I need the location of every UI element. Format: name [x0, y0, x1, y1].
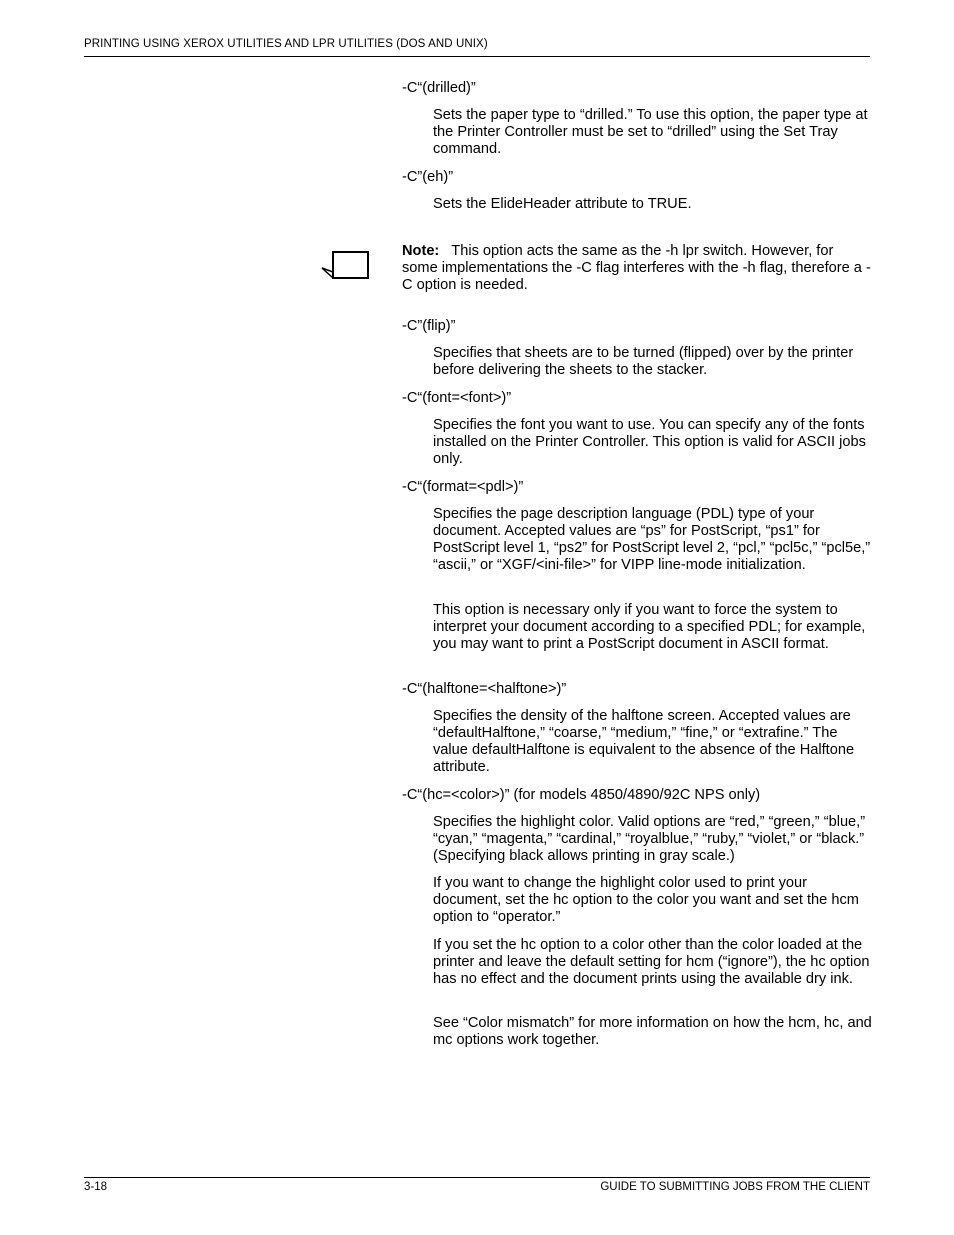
option-drilled-name: -C“(drilled)” [402, 80, 476, 96]
option-halftone-description: Specifies the density of the halftone screen. Accepted values are “defaultHalftone,” “coarse,” “medium,” “fine,” or “extrafine.” The value defaultHalftone is equivalent to the absence of the Halftone attribute. [433, 708, 855, 775]
option-flip-name: -C”(flip)” [402, 318, 456, 334]
option-hc-mismatch-paragraph: If you set the hc option to a color other than the color loaded at the printer and leave the default setting for hcm (“ignore”), the hc option has no effect and the document prints using the available dry ink. [433, 937, 870, 987]
note-block [402, 243, 872, 294]
footer-rule [84, 1177, 870, 1178]
option-hc-description: Specifies the highlight color. Valid options are “red,” “green,” “blue,” “cyan,” “magenta,” “cardinal,” “royalblue,” “ruby,” “violet,” or “black.” (Specifying black allows printing in gray scale.) [433, 814, 866, 864]
option-drilled-description: Sets the paper type to “drilled.” To use this option, the paper type at the Printer Controller must be set to “drilled” using the Set Tray command. [433, 107, 868, 157]
book-title: GUIDE TO SUBMITTING JOBS FROM THE CLIENT [600, 1181, 870, 1193]
note-icon [321, 250, 371, 282]
running-header: PRINTING USING XEROX UTILITIES AND LPR UTILITIES (DOS AND UNIX) [84, 38, 488, 50]
option-halftone-name: -C“(halftone=<halftone>)” [402, 681, 567, 697]
option-hc-name: -C“(hc=<color>)” (for models 4850/4890/92C NPS only) [402, 787, 761, 803]
option-format-note: This option is necessary only if you want to force the system to interpret your document according to a specified PDL; for example, you may want to print a PostScript document in ASCII format. [433, 602, 866, 652]
option-hc-see-also: See “Color mismatch” for more information on how the hcm, hc, and mc options work together. [433, 1015, 872, 1048]
header-rule [84, 56, 870, 57]
option-format-description: Specifies the page description language (PDL) type of your document. Accepted values are “ps” for PostScript, “ps1” for PostScript level 1, “ps2” for PostScript level 2, “pcl,” “pcl5c,” “pcl5e,” “ascii,” or “XGF/<ini-file>” for VIPP line-mode initialization. [433, 506, 871, 573]
note-label: Note: [402, 243, 440, 259]
option-format-name: -C“(format=<pdl>)” [402, 479, 524, 495]
option-eh-description: Sets the ElideHeader attribute to TRUE. [433, 196, 692, 212]
option-font-name: -C“(font=<font>)” [402, 390, 512, 406]
option-flip-description: Specifies that sheets are to be turned (flipped) over by the printer before delivering the sheets to the stacker. [433, 345, 854, 378]
option-hc-change-paragraph: If you want to change the highlight color used to print your document, set the hc option to the color you want and set the hcm option to “operator.” [433, 875, 859, 925]
page-number: 3-18 [84, 1181, 108, 1193]
option-eh-name: -C”(eh)” [402, 169, 454, 185]
note-text: This option acts the same as the -h lpr switch. However, for some implementations the -C flag interferes with the -h flag, therefore a -C option is needed. [402, 243, 871, 293]
option-font-description: Specifies the font you want to use. You can specify any of the fonts installed on the Printer Controller. This option is valid for ASCII jobs only. [433, 417, 866, 467]
